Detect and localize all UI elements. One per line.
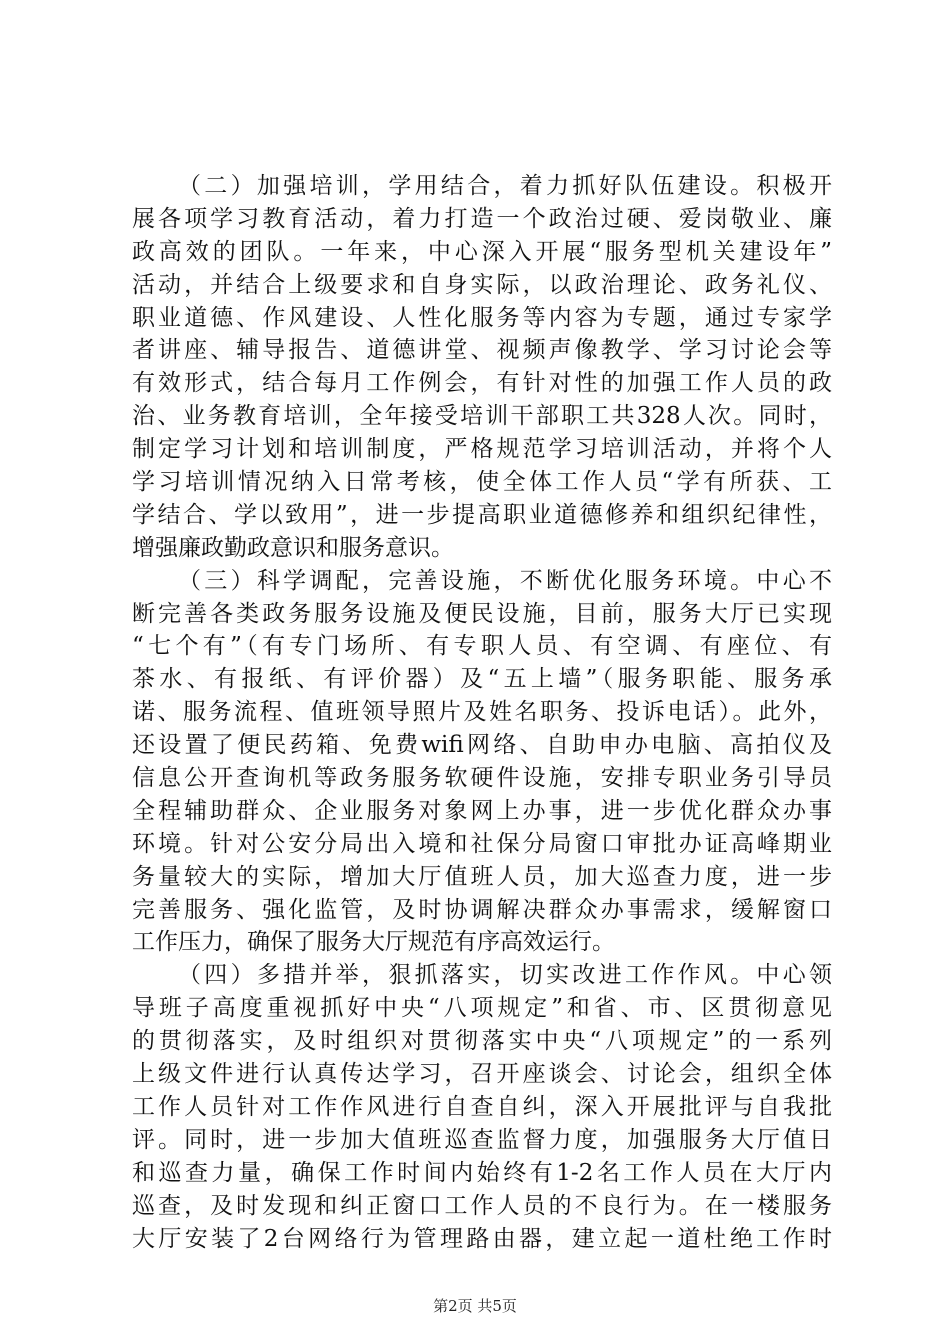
text-line: 政高效的团队。一年来，中心深入开展“服务型机关建设年”: [132, 238, 832, 265]
text-line: 学结合、学以致用”，进一步提高职业道德修养和组织纪律性，: [132, 501, 832, 528]
paragraph-work-style: [132, 959, 832, 1255]
text-line: 还设置了便民药箱、免费wifi网络、自助申办电脑、高拍仪及: [132, 732, 832, 759]
text-line: 全程辅助群众、企业服务对象网上办事，进一步优化群众办事: [132, 797, 832, 824]
text-line: 学习培训情况纳入日常考核，使全体工作人员“学有所获、工: [132, 469, 832, 496]
text-line: 工作人员针对工作作风进行自查自纠，深入开展批评与自我批: [132, 1093, 832, 1120]
paragraph-facilities: [132, 565, 832, 960]
text-line: 环境。针对公安分局出入境和社保分局窗口审批办证高峰期业: [132, 830, 832, 857]
text-line: 展各项学习教育活动，着力打造一个政治过硬、爱岗敬业、廉: [132, 205, 832, 232]
text-line: 上级文件进行认真传达学习，召开座谈会、讨论会，组织全体: [132, 1061, 832, 1088]
paragraph-training: [132, 170, 832, 565]
text-line: 者讲座、辅导报告、道德讲堂、视频声像教学、学习讨论会等: [132, 337, 832, 364]
text-line: 和巡查力量，确保工作时间内始终有1-2名工作人员在大厅内: [132, 1159, 832, 1186]
text-line: 导班子高度重视抓好中央“八项规定”和省、市、区贯彻意见: [132, 995, 832, 1022]
text-line: 评。同时，进一步加大值班巡查监督力度，加强服务大厅值日: [132, 1126, 832, 1153]
document-body: [132, 170, 832, 1255]
text-line: 断完善各类政务服务设施及便民设施，目前，服务大厅已实现: [132, 600, 832, 627]
text-line: 治、业务教育培训，全年接受培训干部职工共328人次。同时，: [132, 403, 832, 430]
text-line: 茶水、有报纸、有评价器）及“五上墙”（服务职能、服务承: [132, 666, 832, 693]
text-line: 活动，并结合上级要求和自身实际，以政治理论、政务礼仪、: [132, 271, 832, 298]
text-line: 巡查，及时发现和纠正窗口工作人员的不良行为。在一楼服务: [132, 1192, 832, 1219]
text-line: 大厅安装了2台网络行为管理路由器，建立起一道杜绝工作时: [132, 1225, 832, 1252]
page-number-footer: 第2页 共5页: [433, 1297, 517, 1315]
text-line: 增强廉政勤政意识和服务意识。: [132, 534, 454, 561]
text-line: 的贯彻落实，及时组织对贯彻落实中央“八项规定”的一系列: [132, 1028, 832, 1055]
text-line: 制定学习计划和培训制度，严格规范学习培训活动，并将个人: [132, 436, 832, 463]
text-line: （二）加强培训，学用结合，着力抓好队伍建设。积极开: [178, 173, 832, 199]
text-line: 务量较大的实际，增加大厅值班人员，加大巡查力度，进一步: [132, 863, 832, 890]
text-line: （三）科学调配，完善设施，不断优化服务环境。中心不: [178, 567, 832, 594]
text-line: 工作压力，确保了服务大厅规范有序高效运行。: [132, 929, 615, 956]
text-line: 诺、服务流程、值班领导照片及姓名职务、投诉电话）。此外，: [132, 699, 832, 726]
text-line: （四）多措并举，狠抓落实，切实改进工作作风。中心领: [178, 962, 832, 989]
text-line: “七个有”（有专门场所、有专职人员、有空调、有座位、有: [132, 633, 832, 660]
text-line: 信息公开查询机等政务服务软硬件设施，安排专职业务引导员: [132, 765, 832, 792]
text-line: 职业道德、作风建设、人性化服务等内容为专题，通过专家学: [132, 304, 832, 331]
text-line: 有效形式，结合每月工作例会，有针对性的加强工作人员的政: [132, 370, 832, 397]
text-line: 完善服务、强化监管，及时协调解决群众办事需求，缓解窗口: [132, 896, 832, 923]
